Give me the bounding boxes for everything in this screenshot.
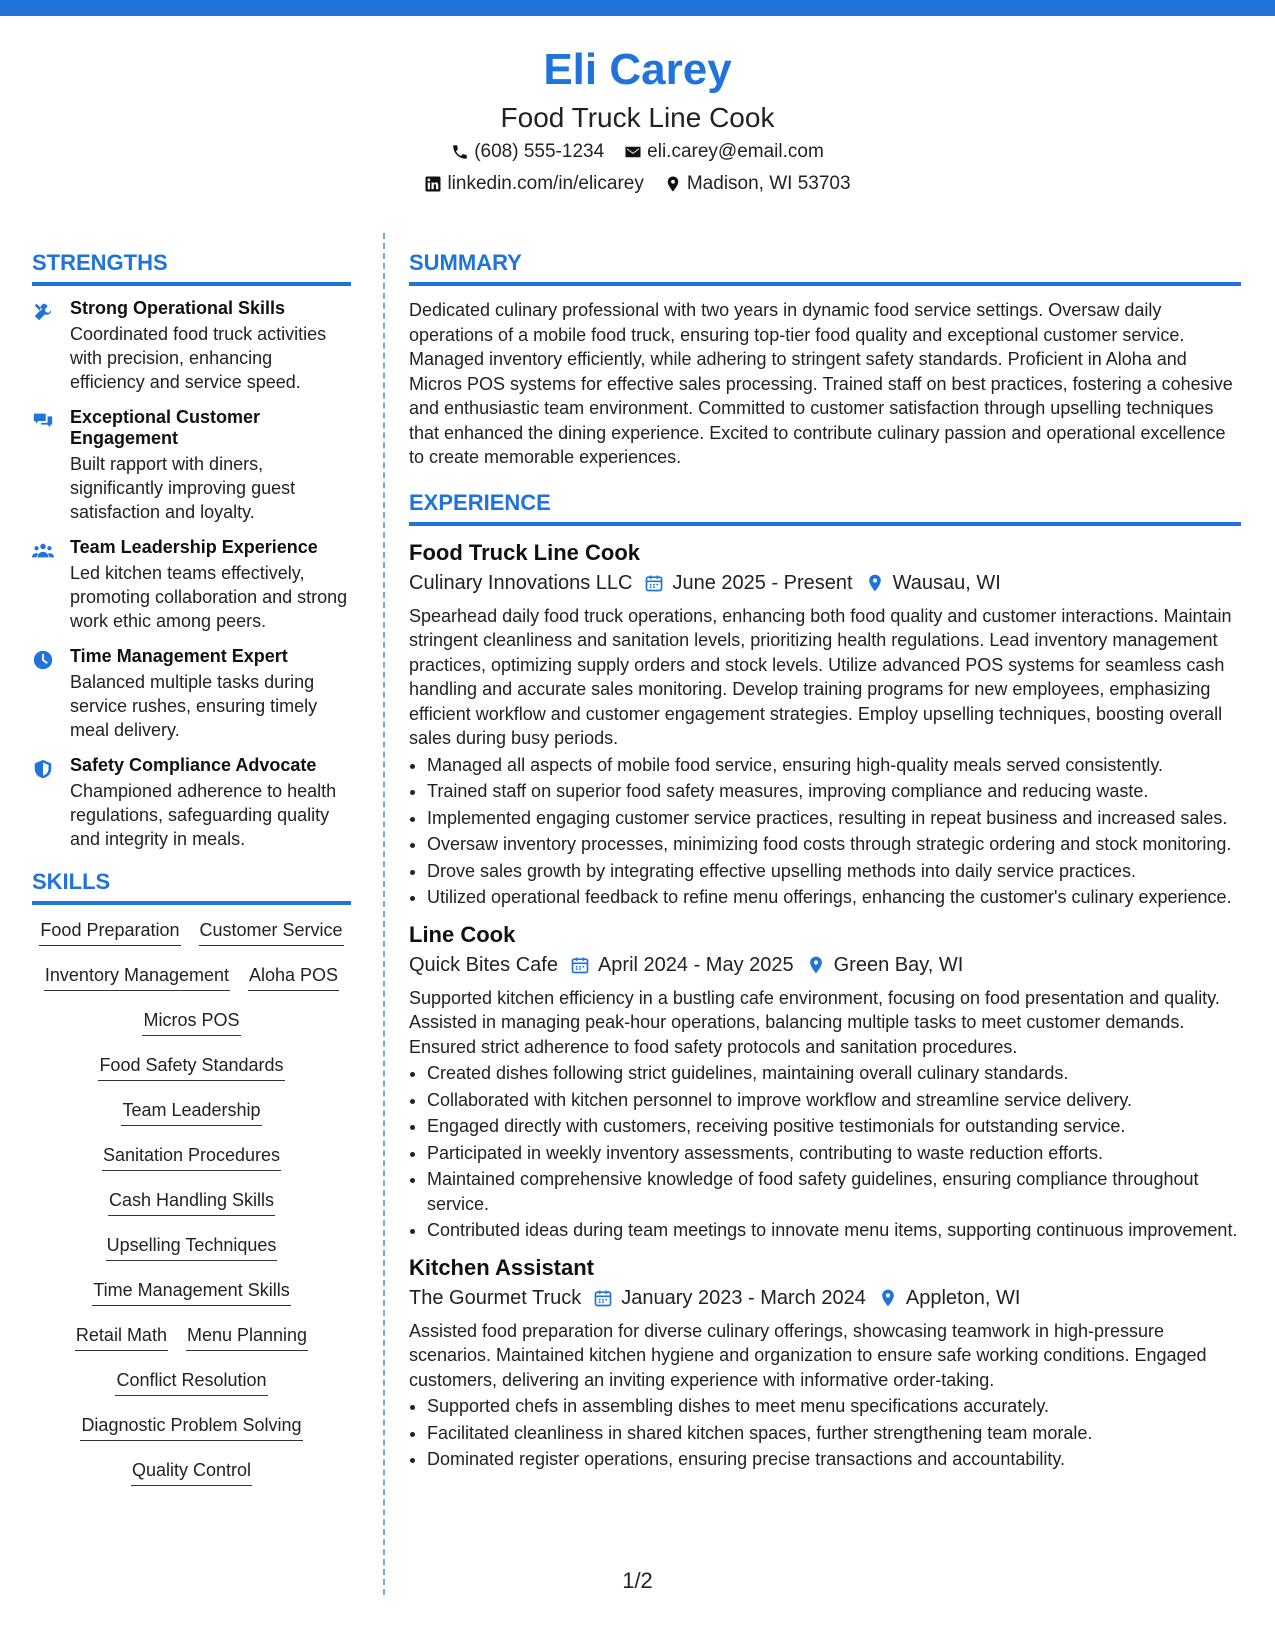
job-meta: [409, 1283, 1241, 1313]
map-pin-icon: [664, 175, 682, 193]
skill-tag: Cash Handling Skills: [108, 1187, 275, 1216]
company-name: Quick Bites Cafe: [409, 953, 558, 976]
skill-tag: Inventory Management: [44, 962, 230, 991]
job-description: Supported kitchen efficiency in a bustling cafe environment, focusing on food presentation and quality. Assisted in managing peak-hour operations, balancing multiple tasks to meet customer demands. Ensured strict adherence to food safety protocols and sanitation procedures.: [409, 987, 1220, 1057]
skill-row: [32, 1052, 351, 1097]
strength-title: Safety Compliance Advocate: [70, 755, 317, 775]
phone-text: (608) 555-1234: [474, 141, 605, 162]
strength-item: [32, 537, 351, 633]
skill-row: [32, 962, 351, 1007]
strength-desc: Built rapport with diners, significantly improving guest satisfaction and loyalty.: [70, 454, 296, 522]
job-location: Wausau, WI: [892, 571, 1001, 594]
list-item: • Drove sales growth by integrating effective upselling methods into daily service practices.: [427, 859, 1241, 884]
skill-tag: Quality Control: [131, 1457, 252, 1486]
experience-heading: EXPERIENCE: [409, 488, 1241, 526]
skills-list: [32, 917, 351, 1502]
job-entry: [409, 1253, 1241, 1472]
job-dates: January 2023 - March 2024: [621, 1286, 866, 1309]
skill-tag: Food Safety Standards: [98, 1052, 284, 1081]
skill-tag: Team Leadership: [121, 1097, 261, 1126]
job-bullets: [409, 753, 1241, 910]
list-item: • Trained staff on superior food safety measures, improving compliance and reducing waste.: [427, 779, 1241, 804]
skill-tag: Micros POS: [142, 1007, 240, 1036]
skill-row: [32, 1457, 351, 1502]
linkedin-icon: [424, 175, 442, 193]
left-column: [32, 248, 351, 1502]
skill-tag: Upselling Techniques: [106, 1232, 278, 1261]
job-dates: April 2024 - May 2025: [597, 953, 794, 976]
tools-icon: [32, 301, 54, 323]
calendar-icon: [644, 573, 664, 593]
list-item: • Collaborated with kitchen personnel to improve workflow and streamline service delivery.: [427, 1088, 1241, 1113]
envelope-icon: [624, 143, 642, 161]
skill-row: [32, 1412, 351, 1457]
list-item: • Dominated register operations, ensuring precise transactions and accountability.: [427, 1447, 1241, 1472]
skill-row: [32, 1187, 351, 1232]
skill-tag: Food Preparation: [39, 917, 180, 946]
skills-heading: SKILLS: [32, 867, 351, 905]
job-description: Spearhead daily food truck operations, enhancing both food quality and customer interactions. Maintain stringent cleanliness and sanitation levels, prioritizing health regulations. Lead inventory management practices, optimizing supply orders and stock levels. Utilize advanced POS systems for seamless cash handling and accurate sales monitoring. Develop training programs for new employees, emphasizing efficient workflow and customer engagement strategies. Employ upselling techniques, boosting overall sales during busy periods.: [409, 605, 1232, 748]
job-title: Food Truck Line Cook: [409, 539, 641, 565]
company-name: Culinary Innovations LLC: [409, 571, 633, 594]
clock-icon: [32, 649, 54, 671]
strength-title: Time Management Expert: [70, 646, 288, 666]
list-item: • Contributed ideas during team meetings to innovate menu items, supporting continuous improvement.: [427, 1218, 1241, 1243]
list-item: • Maintained comprehensive knowledge of food safety guidelines, ensuring compliance throughout service.: [427, 1167, 1241, 1216]
top-accent-bar: [0, 0, 1275, 16]
candidate-name: Eli Carey: [543, 45, 732, 94]
skill-tag: Time Management Skills: [92, 1277, 290, 1306]
right-column: [409, 248, 1241, 1482]
strength-desc: Championed adherence to health regulations, safeguarding quality and integrity in meals.: [70, 781, 337, 849]
skill-tag: Retail Math: [75, 1322, 168, 1351]
job-meta: [409, 950, 1241, 980]
skill-tag: Menu Planning: [186, 1322, 308, 1351]
list-item: • Engaged directly with customers, receiving positive testimonials for outstanding service.: [427, 1114, 1241, 1139]
skill-row: [32, 1142, 351, 1187]
list-item: • Participated in weekly inventory assessments, contributing to waste reduction efforts.: [427, 1141, 1241, 1166]
strength-desc: Coordinated food truck activities with precision, enhancing efficiency and service speed.: [70, 324, 327, 392]
skill-row: [32, 1277, 351, 1322]
strength-desc: Balanced multiple tasks during service rushes, ensuring timely meal delivery.: [70, 672, 318, 740]
job-meta: [409, 568, 1241, 598]
skill-row: [32, 1232, 351, 1277]
strength-title: Strong Operational Skills: [70, 298, 286, 318]
skill-tag: Conflict Resolution: [115, 1367, 267, 1396]
skill-tag: Diagnostic Problem Solving: [80, 1412, 302, 1441]
job-bullets: [409, 1394, 1241, 1472]
team-icon: [32, 540, 54, 562]
job-title: Line Cook: [409, 921, 516, 947]
list-item: • Managed all aspects of mobile food service, ensuring high-quality meals served consistently.: [427, 753, 1241, 778]
location-text: Madison, WI 53703: [686, 173, 851, 194]
calendar-icon: [570, 955, 590, 975]
email-text: eli.carey@email.com: [647, 141, 824, 162]
resume-header: [0, 40, 1275, 200]
skill-row: [32, 1322, 351, 1367]
shield-icon: [32, 758, 54, 780]
strength-title: Team Leadership Experience: [70, 537, 318, 557]
list-item: • Utilized operational feedback to refine menu offerings, enhancing the customer's culinary experience.: [427, 885, 1241, 910]
map-pin-icon: [865, 573, 885, 593]
strength-item: [32, 646, 351, 742]
summary-heading: SUMMARY: [409, 248, 1241, 286]
calendar-icon: [593, 1288, 613, 1308]
strengths-heading: STRENGTHS: [32, 248, 351, 286]
job-description: Assisted food preparation for diverse culinary offerings, showcasing teamwork in high-pressure scenarios. Maintained kitchen hygiene and organization to ensure safe working conditions. Engaged customers, delivering an inviting experience with informative order-taking.: [409, 1320, 1207, 1390]
linkedin-text: linkedin.com/in/elicarey: [447, 173, 644, 194]
strength-title: Exceptional Customer Engagement: [70, 407, 261, 448]
skill-row: [32, 917, 351, 962]
job-location: Green Bay, WI: [833, 953, 964, 976]
page-number: 1/2: [622, 1568, 653, 1593]
candidate-title: Food Truck Line Cook: [500, 102, 775, 133]
list-item: • Implemented engaging customer service practices, resulting in repeat business and increased sales.: [427, 806, 1241, 831]
chat-icon: [32, 410, 54, 432]
contact-location: [664, 168, 851, 200]
contact-row-2: [0, 168, 1275, 200]
strength-item: [32, 755, 351, 851]
job-entry: [409, 920, 1241, 1243]
job-title: Kitchen Assistant: [409, 1254, 595, 1280]
list-item: • Facilitated cleanliness in shared kitchen spaces, further strengthening team morale.: [427, 1421, 1241, 1446]
strength-item: [32, 298, 351, 394]
company-name: The Gourmet Truck: [409, 1286, 582, 1309]
contact-linkedin[interactable]: [424, 168, 643, 200]
skill-row: [32, 1367, 351, 1412]
contact-phone: [451, 136, 604, 168]
list-item: • Oversaw inventory processes, minimizing food costs through strategic ordering and stock monitoring.: [427, 832, 1241, 857]
column-divider: [383, 233, 385, 1595]
skill-tag: Sanitation Procedures: [102, 1142, 281, 1171]
map-pin-icon: [806, 955, 826, 975]
strength-item: [32, 407, 351, 524]
job-entry: [409, 538, 1241, 910]
summary-text: Dedicated culinary professional with two years in dynamic food service settings. Oversaw daily operations of a mobile food truck, ensuring top-tier food quality and exceptional customer service. Managed inventory efficiently, while adhering to stringent safety standards. Proficient in Aloha and Micros POS systems for effective sales processing. Trained staff on best practices, fostering a cohesive and enthusiastic team environment. Committed to customer satisfaction through upselling techniques that enhanced the dining experience. Excited to contribute culinary passion and operational excellence to create memorable experiences.: [409, 300, 1233, 467]
list-item: • Created dishes following strict guidelines, maintaining overall culinary standards.: [427, 1061, 1241, 1086]
contact-row-1: [0, 136, 1275, 168]
phone-icon: [451, 143, 469, 161]
skill-row: [32, 1007, 351, 1052]
list-item: • Supported chefs in assembling dishes to meet menu specifications accurately.: [427, 1394, 1241, 1419]
skill-tag: Aloha POS: [248, 962, 339, 991]
job-location: Appleton, WI: [905, 1286, 1021, 1309]
contact-email[interactable]: [624, 136, 824, 168]
map-pin-icon: [878, 1288, 898, 1308]
skill-tag: Customer Service: [199, 917, 344, 946]
skill-row: [32, 1097, 351, 1142]
job-bullets: [409, 1061, 1241, 1243]
strength-desc: Led kitchen teams effectively, promoting collaboration and strong work ethic among peers.: [70, 563, 348, 631]
job-dates: June 2025 - Present: [672, 571, 853, 594]
